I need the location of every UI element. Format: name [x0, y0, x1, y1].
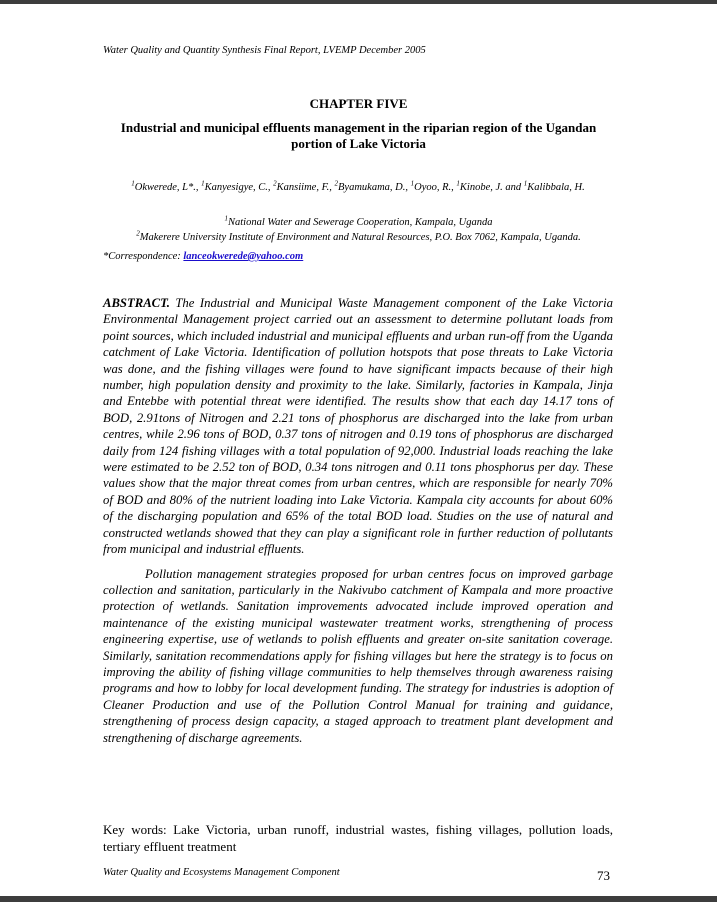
keywords: Key words: Lake Victoria, urban runoff, industrial wastes, fishing villages, pollution loads, tertiary effluent treatment [103, 822, 613, 854]
author-affiliation-mark: 2 [273, 179, 277, 188]
correspondence-email-link[interactable]: lanceokwerede@yahoo.com [183, 251, 304, 262]
author-affiliation-mark: 1 [410, 179, 415, 188]
page-number: 73 [597, 868, 610, 883]
author-affiliation-mark: 2 [334, 179, 339, 188]
chapter-title: Industrial and municipal effluents management in the riparian region of the Ugandan portion of Lake Victoria [120, 120, 597, 151]
affiliation-mark: 2 [136, 229, 140, 238]
affiliation-1 [0, 214, 717, 228]
abstract-label: ABSTRACT. [103, 296, 170, 310]
author-name: Kalibbala, H. [527, 182, 585, 193]
author-list [103, 181, 613, 194]
affiliation-text: National Water and Sewerage Cooperation, Kampala, Uganda [228, 217, 493, 228]
affiliation-text: Makerere University Institute of Environment and Natural Resources, P.O. Box 7062, Kampala, Uganda. [139, 232, 581, 243]
author-name: Oyoo, R., [414, 182, 457, 193]
abstract-paragraph-2: Pollution management strategies proposed for urban centres focus on improved garbage collection and sanitation, particularly in the Nakivubo catchment of Kampala and more proactive protection of wetlands. Sanitation improvements advocated include improved operation and maintenance of the existing municipal wastewater treatment works, strengthening of process engineering expertise, use of wetlands to polish effluents and greater on-site sanitation coverage. Similarly, sanitation recommendations apply for fishing villages but here the strategy is to focus on improving the ability of fishing village communities to help themselves through awareness raising programs and how to lobby for local development funding. The strategy for industries is adoption of Cleaner Production and use of the Pollution Control Manual for training and guidance, strengthening of process design capacity, a staged approach to treatment plant development and strengthening of discharge agreements. [103, 566, 613, 745]
correspondence-line [103, 251, 303, 262]
running-footer: Water Quality and Ecosystems Management Component [103, 867, 340, 878]
author-name: Kansiime, F., [276, 182, 335, 193]
chapter-label: CHAPTER FIVE [309, 96, 408, 111]
correspondence-label: *Correspondence: [103, 251, 184, 262]
author-name: Byamukama, D., [338, 182, 411, 193]
affiliation-mark: 1 [224, 214, 229, 223]
page-bottom-border [0, 896, 717, 902]
author-affiliation-mark: 1 [523, 179, 528, 188]
author-name: Kinobe, J. and [459, 182, 524, 193]
author-affiliation-mark: 1 [131, 179, 135, 188]
author-name: Kanyesigye, C., [204, 182, 274, 193]
running-header: Water Quality and Quantity Synthesis Final Report, LVEMP December 2005 [103, 45, 426, 56]
affiliation-2 [0, 229, 717, 243]
page-top-border [0, 0, 717, 4]
author-affiliation-mark: 1 [201, 179, 205, 188]
abstract-paragraph-1 [103, 295, 613, 558]
abstract-text-1: The Industrial and Municipal Waste Management component of the Lake Victoria Environmental Management project carried out an assessment to determine pollutant loads from point sources, which included industrial and municipal effluents and urban run-off from the Uganda catchment of Lake Victoria. Identification of pollution hotspots that pose threats to Lake Victoria was done, and the fishing villages were found to have significant impacts because of their high number, high population density and proximity to the lake. Similarly, factories in Kampala, Jinja and Entebbe with potential threat were identified. The results show that each day 14.17 tons of BOD, 2.91tons of Nitrogen and 2.21 tons of phosphorus are discharged into the lake from urban centres, while 2.96 tons of BOD, 0.37 tons of nitrogen and 0.19 tons of phosphorus are discharged daily from 124 fishing villages with a total population of 92,000. Industrial loads reaching the lake were estimated to be 2.52 ton of BOD, 0.34 tons nitrogen and 0.11 tons phosphorus per day. These values show that the major threat comes from urban centres, which are responsible for nearly 70% of BOD and 80% of the nutrient loading into Lake Victoria. Kampala city accounts for about 60% of the discharging population and 65% of the total BOD load. Studies on the use of natural and constructed wetlands showed that they can play a significant role in further reduction of pollutants from municipal and industrial effluents. [103, 296, 613, 557]
abstract [103, 295, 613, 746]
author-name: Okwerede, L*., [134, 182, 202, 193]
author-affiliation-mark: 1 [456, 179, 460, 188]
